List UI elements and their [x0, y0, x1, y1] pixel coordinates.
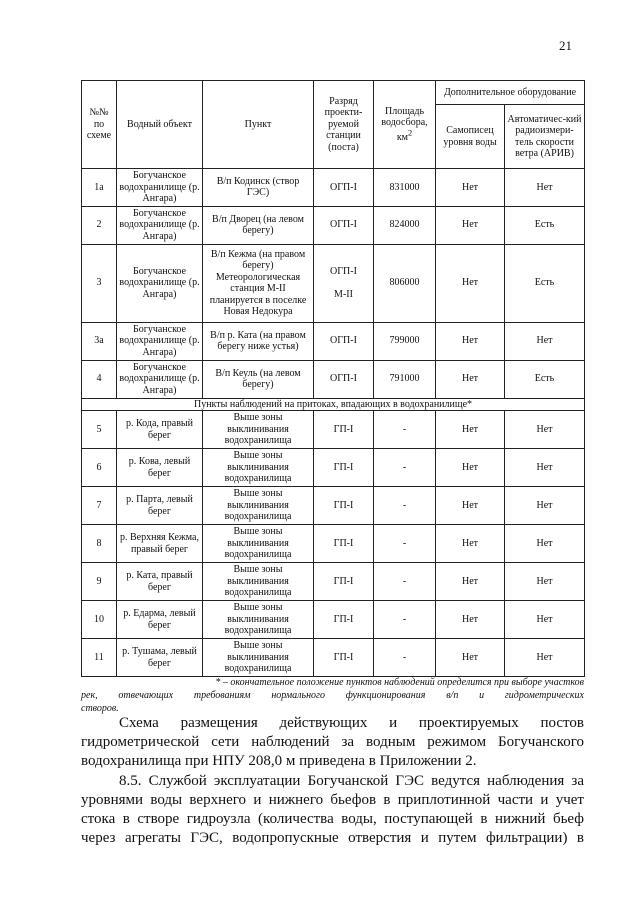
cell-point: В/п Кеуль (на левом берегу): [203, 360, 314, 398]
table-row: [82, 563, 585, 601]
footnote: [81, 676, 584, 715]
section-title: Пункты наблюдений на притоках, впадающих в водохранилище*: [82, 398, 585, 411]
cell-point: Выше зоны выклинивания водохранилища: [203, 449, 314, 487]
paragraph-line: водохранилища при НПУ 208,0 м приведена в Приложении 2.: [81, 753, 477, 769]
header-area: [374, 81, 436, 169]
cell-object: р. Едарма, левый берег: [117, 601, 203, 639]
cell-recorder: Нет: [436, 244, 505, 322]
cell-category: ГП-I: [314, 601, 374, 639]
cell-object: р. Ката, правый берег: [117, 563, 203, 601]
table-row: [82, 244, 585, 322]
footnote-line: рек, отвечающих требованиям нормального функционирования в/п и гидрометрических: [81, 690, 584, 701]
cell-category: ОГП-I: [314, 360, 374, 398]
header-point: Пункт: [203, 81, 314, 169]
cell-recorder: Нет: [436, 206, 505, 244]
cell-recorder: Нет: [436, 639, 505, 677]
paragraph-line: гидрометрической сети наблюдений за водным режимом Богучанского: [81, 734, 584, 750]
cell-object: Богучанское водохранилище (р. Ангара): [117, 206, 203, 244]
cell-area: -: [374, 601, 436, 639]
cell-object: Богучанское водохранилище (р. Ангара): [117, 169, 203, 207]
cell-area: -: [374, 563, 436, 601]
cell-point: Выше зоны выклинивания водохранилища: [203, 525, 314, 563]
cell-num: 10: [82, 601, 117, 639]
cell-object: Богучанское водохранилище (р. Ангара): [117, 244, 203, 322]
cell-point: Выше зоны выклинивания водохранилища: [203, 487, 314, 525]
cell-area: -: [374, 487, 436, 525]
footnote-line: * – окончательное положение пунктов наблюдений определится при выборе участков: [215, 677, 584, 688]
cell-num: 5: [82, 411, 117, 449]
cell-area: 831000: [374, 169, 436, 207]
header-category: Разряд проекти-руемой станции (поста): [314, 81, 374, 169]
cell-recorder: Нет: [436, 487, 505, 525]
cell-object: р. Кода, правый берег: [117, 411, 203, 449]
cell-object: р. Парта, левый берег: [117, 487, 203, 525]
table-row: [82, 639, 585, 677]
cell-category: ГП-I: [314, 411, 374, 449]
cell-point: В/п р. Ката (на правом берегу ниже устья): [203, 322, 314, 360]
table-row: [82, 169, 585, 207]
cell-ariv: Нет: [505, 601, 585, 639]
cell-num: 6: [82, 449, 117, 487]
header-recorder: Самописец уровня воды: [436, 105, 505, 169]
cell-point: Выше зоны выклинивания водохранилища: [203, 411, 314, 449]
header-area-text: Площадь водосбора, $км^2$: [381, 105, 428, 143]
header-extra-equipment: Дополнительное оборудование: [436, 81, 585, 105]
cell-ariv: Есть: [505, 206, 585, 244]
cell-category: ГП-I: [314, 563, 374, 601]
cell-recorder: Нет: [436, 322, 505, 360]
cell-ariv: Нет: [505, 322, 585, 360]
cell-category: ГП-I: [314, 487, 374, 525]
cell-area: 799000: [374, 322, 436, 360]
cell-area: 806000: [374, 244, 436, 322]
cell-num: 3а: [82, 322, 117, 360]
cell-ariv: Нет: [505, 411, 585, 449]
cell-num: 8: [82, 525, 117, 563]
cell-object: Богучанское водохранилище (р. Ангара): [117, 322, 203, 360]
cell-ariv: Нет: [505, 169, 585, 207]
cell-num: 9: [82, 563, 117, 601]
footnote-line: створов.: [81, 703, 119, 714]
cell-area: -: [374, 525, 436, 563]
cell-recorder: Нет: [436, 525, 505, 563]
table-row: [82, 206, 585, 244]
table-row: [82, 487, 585, 525]
table-row: [82, 322, 585, 360]
paragraph-line: уровнями воды верхнего и нижнего бьефов в приплотинной части и учет: [81, 792, 584, 808]
table-row: [82, 525, 585, 563]
cell-num: 3: [82, 244, 117, 322]
cell-ariv: Есть: [505, 244, 585, 322]
paragraph-line: 8.5. Службой эксплуатации Богучанской ГЭС ведутся наблюдения за: [119, 773, 584, 789]
cell-recorder: Нет: [436, 449, 505, 487]
cell-area: 824000: [374, 206, 436, 244]
cell-recorder: Нет: [436, 601, 505, 639]
cell-area: -: [374, 411, 436, 449]
cell-category: ОГП-I: [314, 169, 374, 207]
header-num: №№ по схеме: [82, 81, 117, 169]
cell-area: -: [374, 639, 436, 677]
cell-num: 1а: [82, 169, 117, 207]
header-ariv: Автоматичес-кий радиоизмери-тель скорости ветра (АРИВ): [505, 105, 585, 169]
cell-ariv: Нет: [505, 563, 585, 601]
cell-ariv: Нет: [505, 639, 585, 677]
paragraph-line: стока в створе гидроузла (количества воды, поступающей в нижний бьеф: [81, 811, 584, 827]
cell-point: В/п Кодинск (створ ГЭС): [203, 169, 314, 207]
paragraph-8-5: [81, 772, 584, 848]
cell-point: Выше зоны выклинивания водохранилища: [203, 601, 314, 639]
cell-num: 2: [82, 206, 117, 244]
cell-object: р. Верхняя Кежма, правый берег: [117, 525, 203, 563]
cell-category: ГП-I: [314, 525, 374, 563]
page-number: 21: [559, 38, 572, 53]
cell-recorder: Нет: [436, 411, 505, 449]
header-water-object: Водный объект: [117, 81, 203, 169]
cell-category: ГП-I: [314, 449, 374, 487]
table-row: [82, 411, 585, 449]
cell-category: ГП-I: [314, 639, 374, 677]
cell-point: Выше зоны выклинивания водохранилища: [203, 563, 314, 601]
cell-ariv: Нет: [505, 449, 585, 487]
cell-point: В/п Кежма (на правом берегу) Метеорологическая станция М-II планируется в поселке Новая Недокура: [203, 244, 314, 322]
cell-point: Выше зоны выклинивания водохранилища: [203, 639, 314, 677]
cell-ariv: Нет: [505, 525, 585, 563]
cell-recorder: Нет: [436, 360, 505, 398]
cell-num: 11: [82, 639, 117, 677]
cell-object: р. Тушама, левый берег: [117, 639, 203, 677]
paragraph-line: через агрегаты ГЭС, водопропускные отверстия и путем фильтрации) в: [81, 830, 584, 846]
cell-category: ОГП-I: [314, 206, 374, 244]
cell-point: В/п Дворец (на левом берегу): [203, 206, 314, 244]
cell-recorder: Нет: [436, 563, 505, 601]
observation-points-table: [81, 80, 585, 677]
cell-area: -: [374, 449, 436, 487]
cell-category: ОГП-I: [314, 322, 374, 360]
table-row: [82, 360, 585, 398]
cell-num: 4: [82, 360, 117, 398]
paragraph-scheme: [81, 714, 584, 771]
cell-category: ОГП-I М-II: [314, 244, 374, 322]
table-row: [82, 449, 585, 487]
paragraph-line: Схема размещения действующих и проектируемых постов: [119, 715, 584, 731]
cell-object: р. Кова, левый берег: [117, 449, 203, 487]
table-row: [82, 601, 585, 639]
cell-ariv: Есть: [505, 360, 585, 398]
cell-ariv: Нет: [505, 487, 585, 525]
cell-object: Богучанское водохранилище (р. Ангара): [117, 360, 203, 398]
cell-recorder: Нет: [436, 169, 505, 207]
cell-area: 791000: [374, 360, 436, 398]
cell-num: 7: [82, 487, 117, 525]
